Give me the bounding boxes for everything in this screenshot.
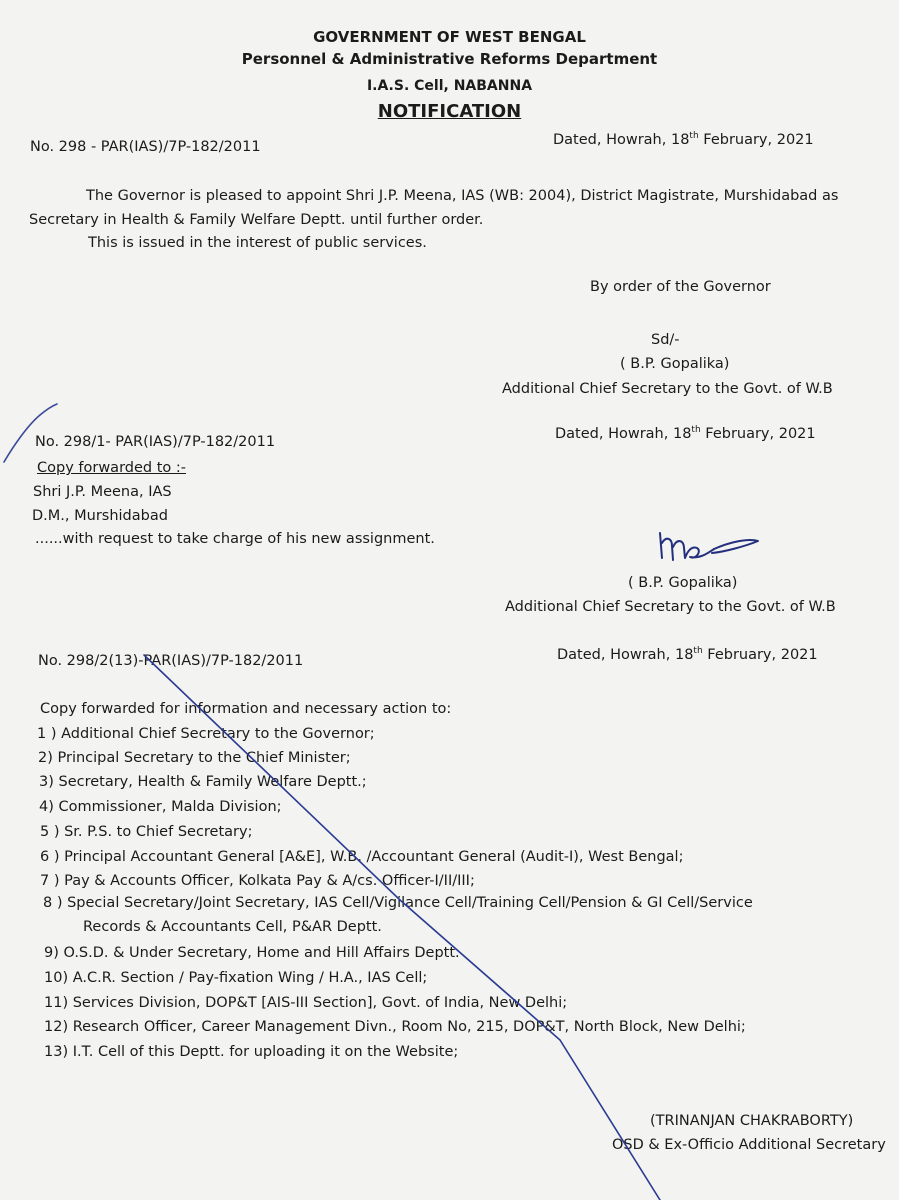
order2-date: Dated, Howrah, 18th February, 2021 — [555, 425, 816, 442]
order1-body-line2: Secretary in Health & Family Welfare Deptt. until further order. — [29, 212, 484, 228]
order3-copy-heading: Copy forwarded for information and necessary action to: — [40, 701, 452, 717]
order2-addressee-name: Shri J.P. Meena, IAS — [33, 484, 172, 500]
order1-date: Dated, Howrah, 18th February, 2021 — [553, 131, 814, 148]
order1-body-line1: The Governor is pleased to appoint Shri J.P. Meena, IAS (WB: 2004), District Magistrate, Murshidabad as — [86, 188, 839, 204]
list-item: 13) I.T. Cell of this Deptt. for uploading it on the Website; — [44, 1044, 459, 1060]
order1-signatory-name: ( B.P. Gopalika) — [620, 356, 730, 372]
signature-scribble — [660, 533, 758, 560]
order2-signatory-title: Additional Chief Secretary to the Govt. of W.B — [505, 599, 836, 615]
list-item: 2) Principal Secretary to the Chief Minister; — [38, 750, 351, 766]
list-item: 4) Commissioner, Malda Division; — [39, 799, 282, 815]
order3-date: Dated, Howrah, 18th February, 2021 — [557, 646, 818, 663]
list-item: 12) Research Officer, Career Management Divn., Room No, 215, DOP&T, North Block, New Delhi; — [44, 1019, 746, 1035]
list-item: 9) O.S.D. & Under Secretary, Home and Hill Affairs Deptt. — [44, 945, 460, 961]
list-item: 7 ) Pay & Accounts Officer, Kolkata Pay & A/cs. Officer-I/II/III; — [40, 873, 475, 889]
header-cell: I.A.S. Cell, NABANNA — [366, 78, 533, 94]
header-government: GOVERNMENT OF WEST BENGAL — [313, 28, 586, 46]
list-item: 6 ) Principal Accountant General [A&E], W.B. /Accountant General (Audit-I), West Bengal; — [40, 849, 684, 865]
list-item: 8 ) Special Secretary/Joint Secretary, IAS Cell/Vigilance Cell/Training Cell/Pension & GI Cell/Service — [43, 895, 753, 911]
header-department: Personnel & Administrative Reforms Department — [241, 50, 658, 68]
list-item: 5 ) Sr. P.S. to Chief Secretary; — [40, 824, 253, 840]
order1-by-order: By order of the Governor — [590, 279, 771, 295]
order1-signatory-title: Additional Chief Secretary to the Govt. of W.B — [502, 381, 833, 397]
page-title: NOTIFICATION — [377, 101, 522, 122]
tick-mark — [4, 404, 57, 462]
order3-number: No. 298/2(13)-PAR(IAS)/7P-182/2011 — [38, 653, 304, 669]
order2-request: ......with request to take charge of his new assignment. — [35, 531, 435, 547]
order2-signatory-name: ( B.P. Gopalika) — [628, 575, 738, 591]
order2-addressee-office: D.M., Murshidabad — [32, 508, 168, 524]
list-item: 11) Services Division, DOP&T [AIS-III Section], Govt. of India, New Delhi; — [44, 995, 568, 1011]
diagonal-strike-line — [144, 655, 660, 1200]
list-item: 3) Secretary, Health & Family Welfare Deptt.; — [39, 774, 367, 790]
order1-number: No. 298 - PAR(IAS)/7P-182/2011 — [30, 139, 261, 155]
list-item: 1 ) Additional Chief Secretary to the Governor; — [37, 726, 375, 742]
order2-copy-heading: Copy forwarded to :- — [37, 460, 187, 476]
order1-sd: Sd/- — [651, 332, 680, 348]
order1-body-line3: This is issued in the interest of public services. — [88, 235, 427, 251]
order3-signatory-name: (TRINANJAN CHAKRABORTY) — [650, 1113, 854, 1129]
list-item-continuation: Records & Accountants Cell, P&AR Deptt. — [83, 919, 382, 935]
order3-signatory-title: OSD & Ex-Officio Additional Secretary — [612, 1137, 886, 1153]
list-item: 10) A.C.R. Section / Pay-fixation Wing / H.A., IAS Cell; — [44, 970, 428, 986]
order2-number: No. 298/1- PAR(IAS)/7P-182/2011 — [35, 434, 276, 450]
